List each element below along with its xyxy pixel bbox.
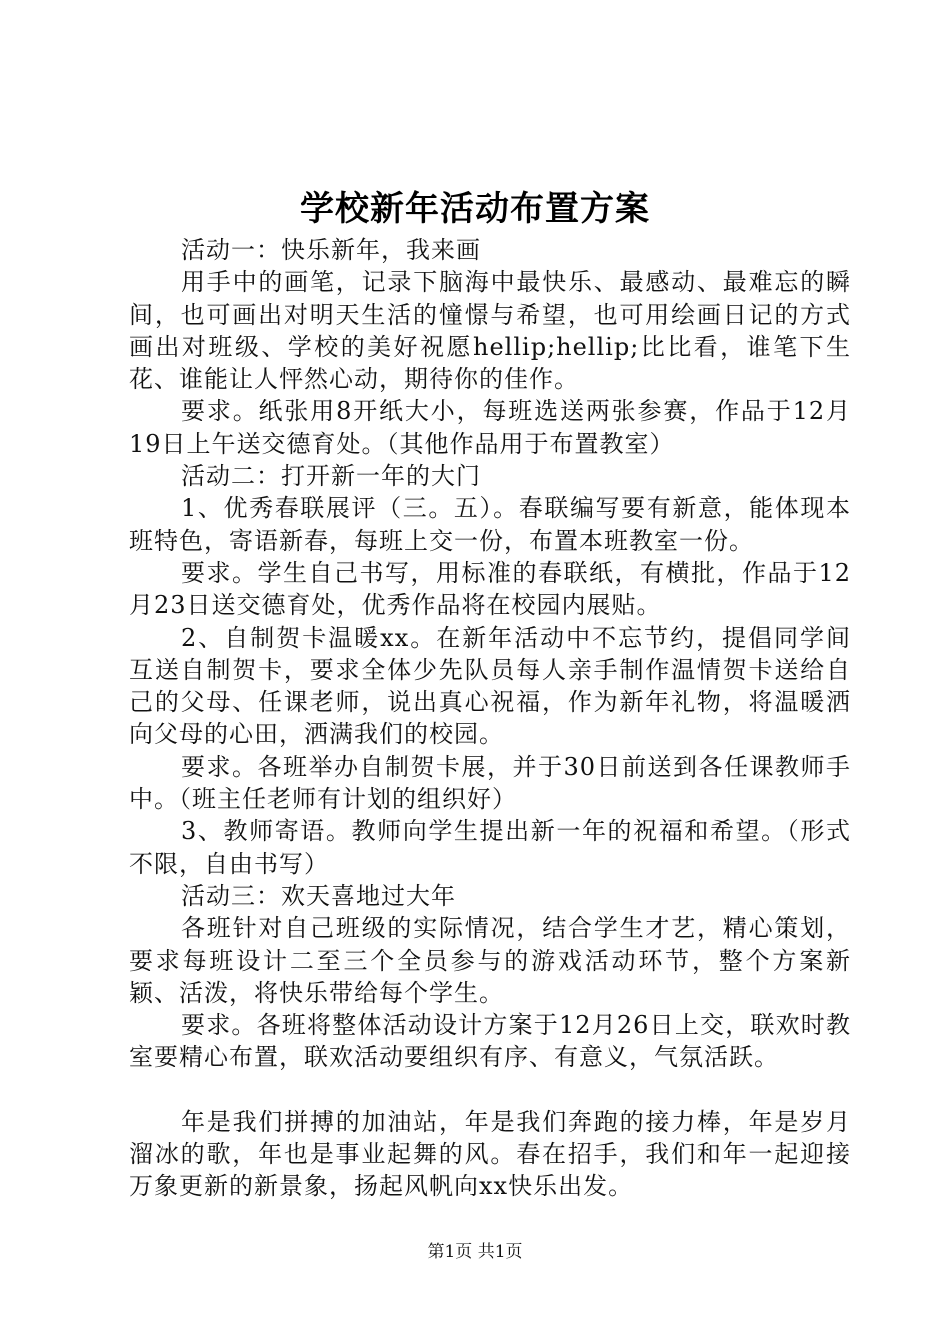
paragraph-activity-three-description: 各班针对自己班级的实际情况，结合学生才艺，精心策划，要求每班设计二至三个全员参与的游戏活动环节，整个方案新颖、活泼，将快乐带给每个学生。 [129,914,851,1007]
heading-activity-three: 活动三：欢天喜地过大年 [181,881,456,910]
paragraph-closing: 年是我们拼搏的加油站，年是我们奔跑的接力棒，年是岁月溜冰的歌，年也是事业起舞的风。春在招手，我们和年一起迎接万象更新的新景象，扬起风帆向xx快乐出发。 [129,1107,851,1201]
paragraph-couplet-requirement: 要求。学生自己书写，用标准的春联纸，有横批，作品于12月23日送交德育处，优秀作品将在校园内展贴。 [129,558,851,620]
paragraph-couplet-contest: 1、优秀春联展评（三。五）。春联编写要有新意，能体现本班特色，寄语新春，每班上交一份，布置本班教室一份。 [129,494,851,555]
document-body [129,234,851,1203]
heading-activity-two: 活动二：打开新一年的大门 [181,462,481,491]
paragraph-greeting-cards-requirement: 要求。各班举办自制贺卡展，并于30日前送到各任课教师手中。（班主任老师有计划的组织好） [129,752,851,814]
page-footer: 第1页 共1页 [427,1242,523,1262]
paragraph-teacher-message: 3、教师寄语。教师向学生提出新一年的祝福和希望。（形式不限，自由书写） [129,817,851,878]
paragraph-activity-one-description: 用手中的画笔，记录下脑海中最快乐、最感动、最难忘的瞬间，也可画出对明天生活的憧憬与希望，也可用绘画日记的方式画出对班级、学校的美好祝愿hellip;hellip;比比看，谁笔下生花、谁能让人怦然心动，期待你的佳作。 [129,268,851,394]
paragraph-activity-one-requirement: 要求。纸张用8开纸大小，每班选送两张参赛，作品于12月19日上午送交德育处。（其他作品用于布置教室） [129,397,851,458]
document-title: 学校新年活动布置方案 [300,189,650,229]
paragraph-activity-three-requirement: 要求。各班将整体活动设计方案于12月26日上交，联欢时教室要精心布置，联欢活动要组织有序、有意义，气氛活跃。 [129,1011,851,1072]
paragraph-greeting-cards: 2、自制贺卡温暖xx。在新年活动中不忘节约，提倡同学间互送自制贺卡，要求全体少先队员每人亲手制作温情贺卡送给自己的父母、任课老师，说出真心祝福，作为新年礼物，将温暖洒向父母的心田，洒满我们的校园。 [129,623,851,749]
heading-activity-one: 活动一：快乐新年，我来画 [181,236,481,264]
